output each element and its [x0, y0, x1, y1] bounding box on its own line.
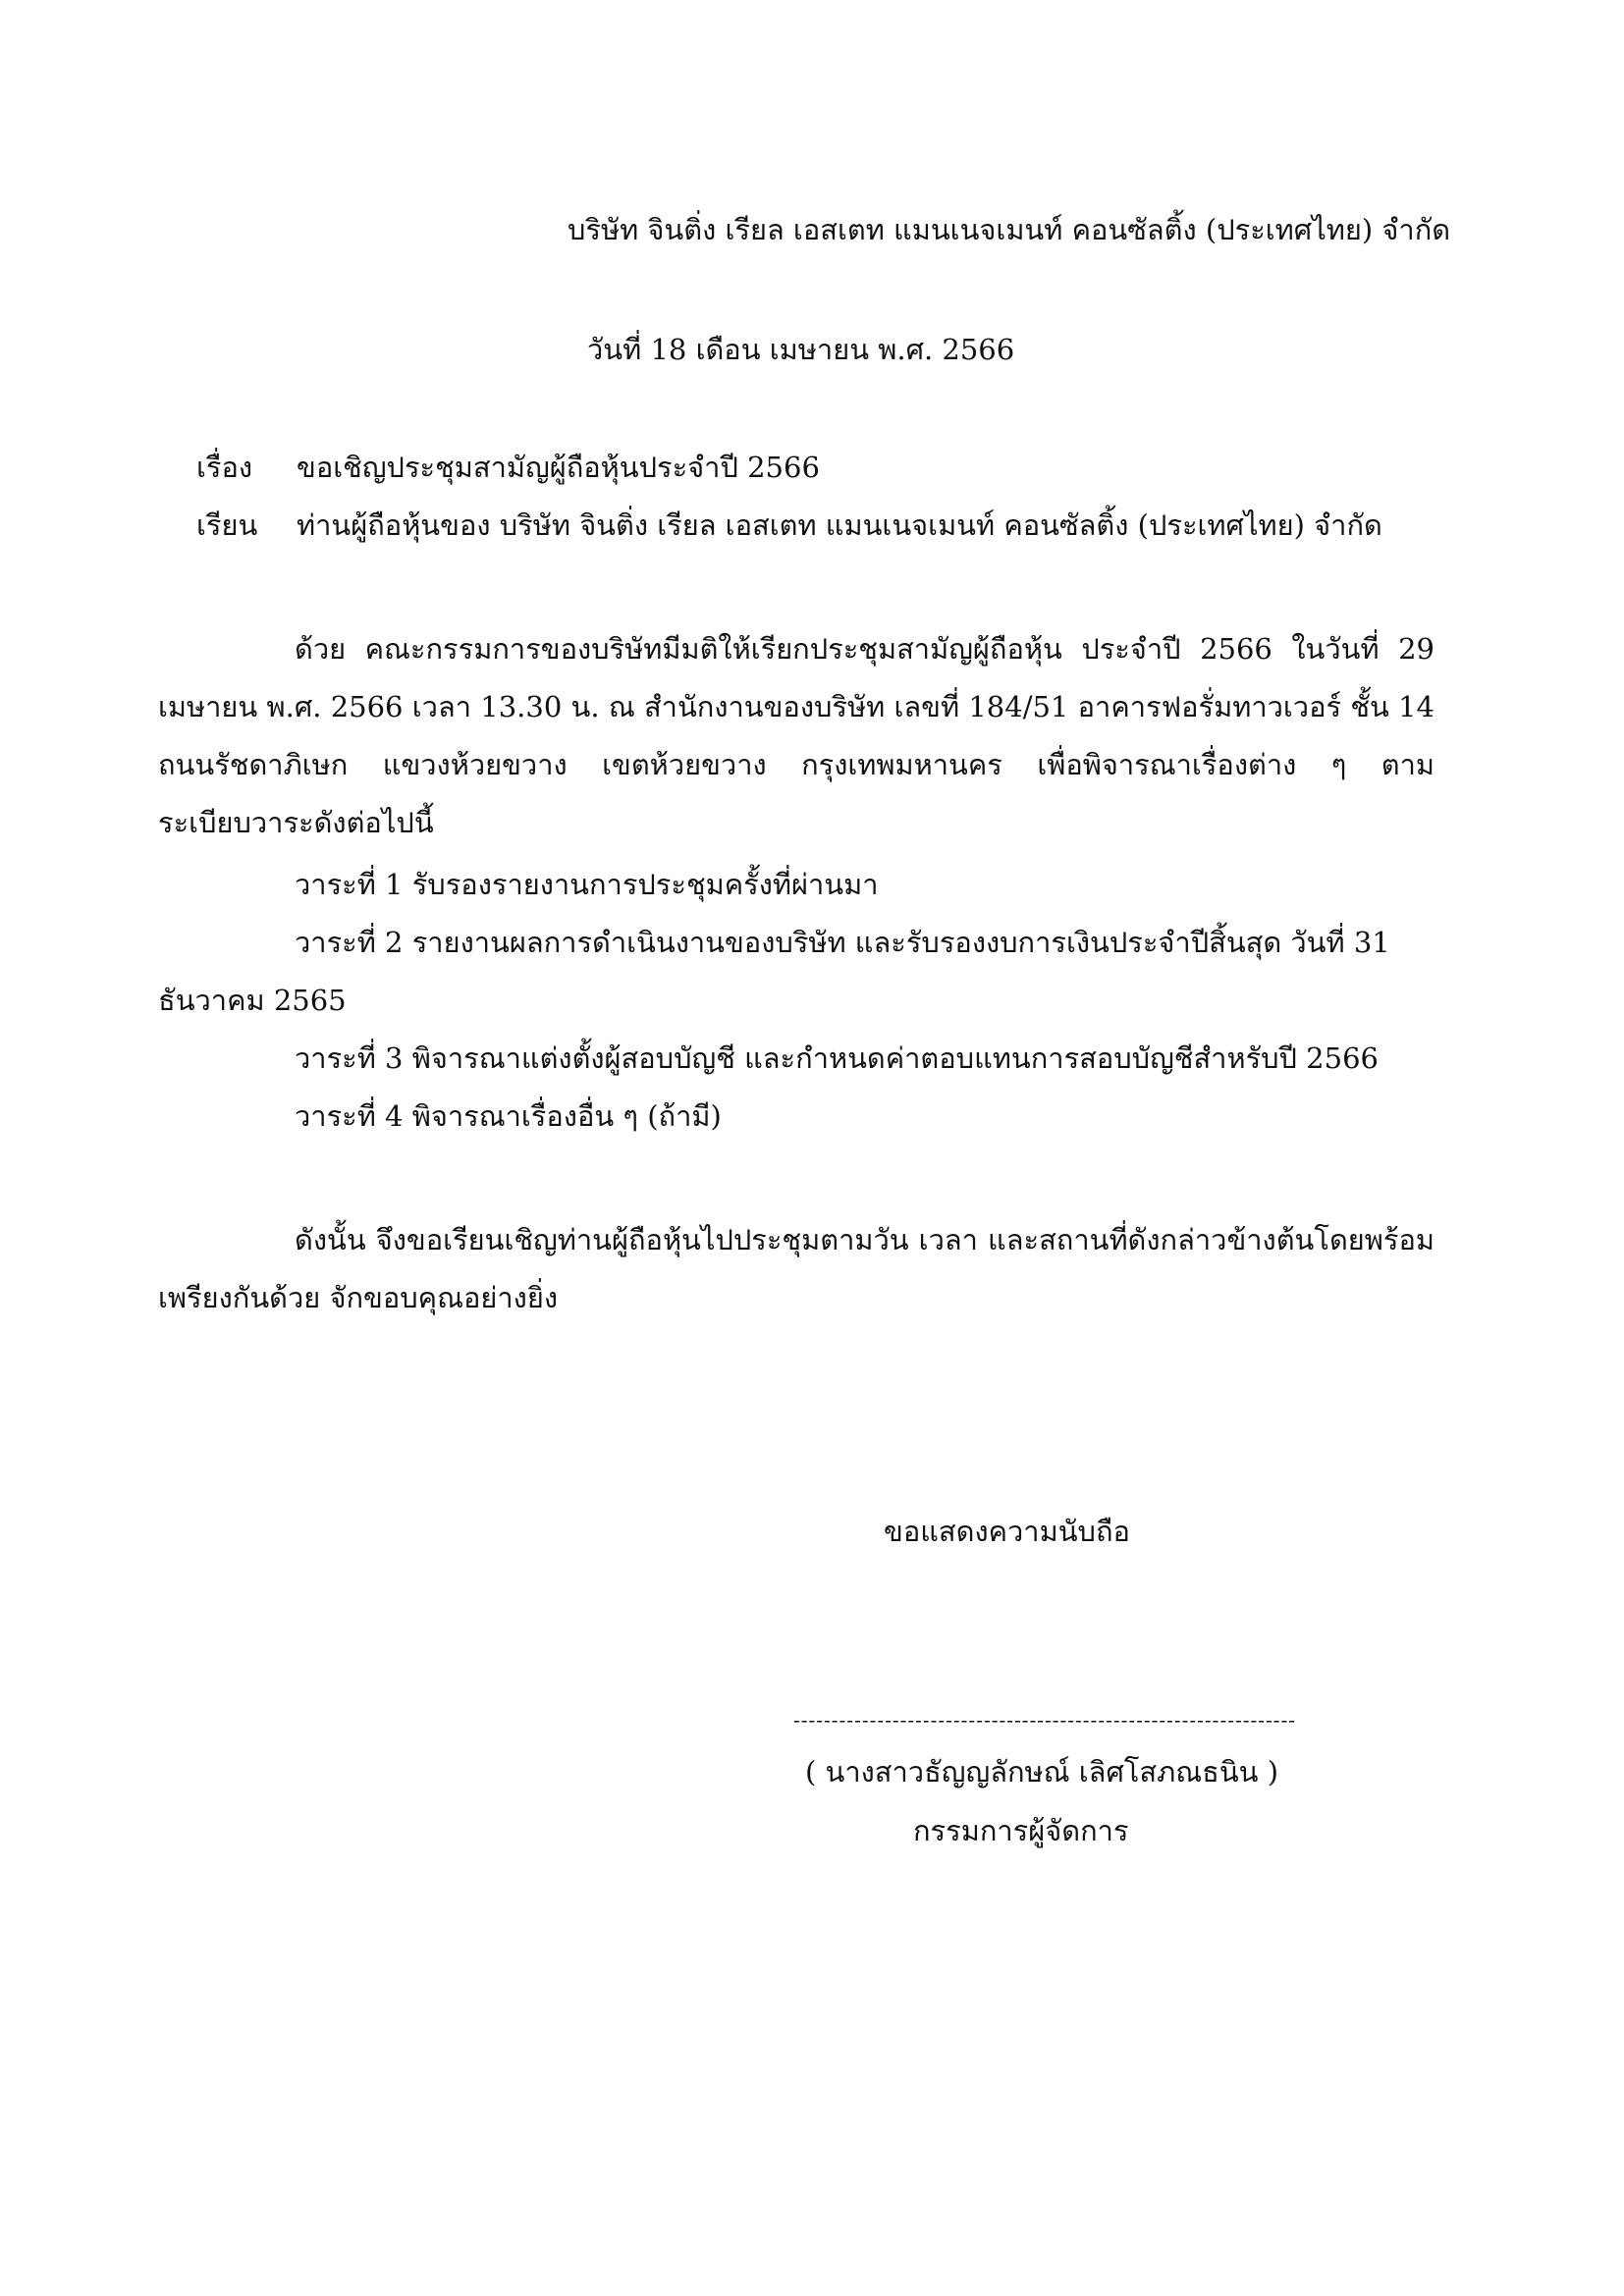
signature-line: ------------------------------------------------------------------ — [793, 1708, 1297, 1732]
recipient-label: เรียน — [196, 508, 258, 542]
closing-salutation: ขอแสดงความนับถือ — [884, 1515, 1130, 1548]
agenda-item-1: วาระที่ 1 รับรองรายงานการประชุมครั้งที่ผ่านมา — [295, 868, 879, 901]
subject-label: เรื่อง — [196, 451, 253, 484]
agenda-list — [158, 856, 1435, 1146]
intro-paragraph: ด้วย คณะกรรมการของบริษัทมีมติให้เรียกประชุมสามัญผู้ถือหุ้น ประจำปี 2566 ในวันที่ 29 เมษายน พ.ศ. 2566 เวลา 13.30 น. ณ สำนักงานของบริษัท เลขที่ 184/51 อาคารฟอรั่มทาวเวอร์ ชั้น 14 ถนนรัชดาภิเษก แขวงห้วยขวาง เขตห้วยขวาง กรุงเทพมหานคร เพื่อพิจารณาเรื่องต่าง ๆ ตามระเบียบวาระดังต่อไปนี้ — [158, 632, 1435, 839]
agenda-item-2-continuation: ธันวาคม 2565 — [158, 984, 347, 1017]
signer-name: ( นางสาวธัญญลักษณ์ เลิศโสภณธนิน ) — [805, 1755, 1279, 1789]
agenda-item-2: วาระที่ 2 รายงานผลการดำเนินงานของบริษัท และรับรองงบการเงินประจำปีสิ้นสุด วันที่ 31 — [295, 926, 1390, 959]
company-name: บริษัท จินติ่ง เรียล เอสเตท แมนเนจเมนท์ คอนซัลติ้ง (ประเทศไทย) จำกัด — [568, 213, 1451, 246]
agenda-item-3: วาระที่ 3 พิจารณาแต่งตั้งผู้สอบบัญชี และกำหนดค่าตอบแทนการสอบบัญชีสำหรับปี 2566 — [295, 1041, 1379, 1075]
subject-text: ขอเชิญประชุมสามัญผู้ถือหุ้นประจำปี 2566 — [297, 451, 820, 484]
signer-position: กรรมการผู้จัดการ — [913, 1814, 1129, 1847]
letter-date: วันที่ 18 เดือน เมษายน พ.ศ. 2566 — [587, 333, 1015, 366]
agenda-item-4: วาระที่ 4 พิจารณาเรื่องอื่น ๆ (ถ้ามี) — [295, 1099, 722, 1133]
recipient-text: ท่านผู้ถือหุ้นของ บริษัท จินติ่ง เรียล เอสเตท แมนเนจเมนท์ คอนซัลติ้ง (ประเทศไทย) จำกัด — [297, 508, 1382, 542]
conclusion-paragraph: ดังนั้น จึงขอเรียนเชิญท่านผู้ถือหุ้นไปประชุมตามวัน เวลา และสถานที่ดังกล่าวข้างต้นโดยพร้อมเพรียงกันด้วย จักขอบคุณอย่างยิ่ง — [158, 1223, 1435, 1314]
